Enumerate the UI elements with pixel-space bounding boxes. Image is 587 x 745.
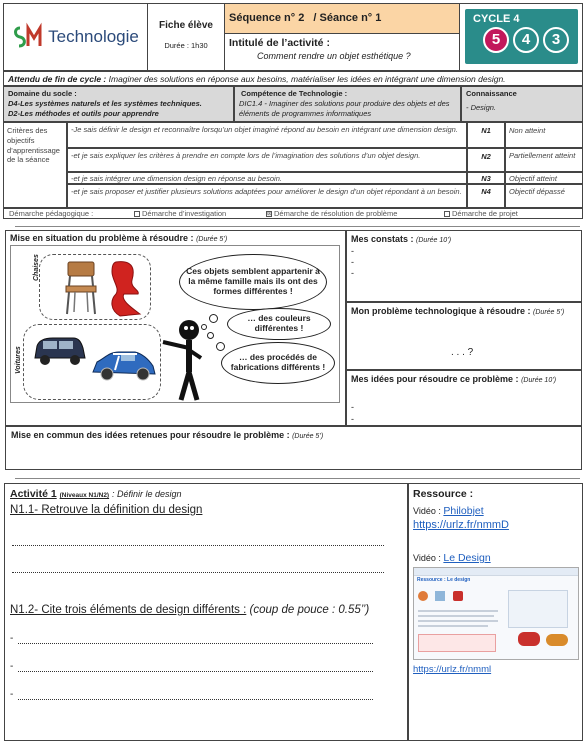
expected-text: Imaginer des solutions en réponse aux besoins, matérialiser les idées en intégrant une dimension design. <box>108 74 506 84</box>
answer-line[interactable] <box>18 671 373 672</box>
cloud-text: … des procédés de fabrications différents ! <box>230 352 326 372</box>
criteria-level <box>467 172 505 184</box>
illustration <box>10 245 340 403</box>
problem-title: Mon problème technologique à résoudre : <box>351 306 531 316</box>
criteria-level <box>467 148 505 172</box>
thought-dot <box>201 324 207 330</box>
criteria-status <box>505 122 583 148</box>
level-code: N4 <box>481 187 491 196</box>
domain-cell <box>3 86 234 122</box>
divider <box>15 478 580 479</box>
status-text: Partiellement atteint <box>509 151 576 160</box>
bullet: - <box>10 661 14 672</box>
knowledge-cell <box>461 86 583 122</box>
findings-box <box>346 230 582 302</box>
level-code: N3 <box>481 174 491 183</box>
shared-box <box>5 426 582 470</box>
knowledge-text: - Design. <box>466 102 497 112</box>
checkbox-icon <box>444 211 450 217</box>
red-design-chair-icon <box>106 260 146 318</box>
video-2 <box>413 552 491 564</box>
cycle-panel <box>465 9 578 64</box>
activity-heading <box>10 488 182 500</box>
approach-row <box>3 208 583 219</box>
activity-title: Activité 1 <box>10 488 57 500</box>
duration: Durée : 1h30 <box>164 41 208 50</box>
activity-question: Comment rendre un objet esthétique ? <box>257 51 411 61</box>
ideas-title: Mes idées pour résoudre ce problème : <box>351 374 519 384</box>
question-2-hint: (coup de pouce : 0.55’’) <box>249 604 370 616</box>
criteria-text: -et je sais intégrer une dimension design en réponse au besoin. <box>71 174 282 183</box>
resource-thumbnail <box>413 567 579 660</box>
logo-text: Technologie <box>48 27 139 46</box>
video-2-label: Vidéo : <box>413 553 441 563</box>
level-code: N1 <box>481 126 491 135</box>
activity-label: Intitulé de l’activité : <box>229 37 330 49</box>
answer-line[interactable] <box>12 572 384 573</box>
divider <box>15 226 580 227</box>
approach-investigation <box>134 209 226 219</box>
competence-text: DIC1.4 - Imaginer des solutions pour produire des objets et des éléments de programmes informatiques <box>239 98 450 118</box>
sequence-number: Séquence n° 2 <box>229 12 305 24</box>
knowledge-label: Connaissance <box>466 89 517 98</box>
problem-duration: (Durée 5’) <box>533 309 565 316</box>
ideas-duration: (Durée 10’) <box>521 377 557 384</box>
competence-cell <box>234 86 461 122</box>
criteria-text: -et je sais proposer et justifier plusieurs solutions adaptées pour améliorer le design d’un objet répondant à un besoin. <box>71 187 462 196</box>
question-1: N1.1- Retrouve la définition du design <box>10 504 203 516</box>
status-text: Non atteint <box>509 126 546 135</box>
cycle-box <box>461 4 582 70</box>
expected-row <box>3 71 583 86</box>
status-text: Objectif dépassé <box>509 187 565 196</box>
situation-title-text: Mise en situation du problème à résoudre : <box>10 233 194 243</box>
cars-label: Voitures <box>15 346 22 374</box>
answer-line[interactable] <box>18 643 373 644</box>
competence-label: Compétence de Technologie : <box>241 89 348 98</box>
video-1 <box>413 505 484 517</box>
cycle-level-3: 3 <box>543 27 569 53</box>
criteria-text: -et je sais expliquer les critères à prendre en compte lors de l’imagination des solutions d’un objet design. <box>71 151 421 160</box>
ideas-line: - <box>351 414 354 424</box>
bullet: - <box>10 633 14 644</box>
shared-duration: (Durée 5’) <box>292 433 324 440</box>
approach-option-label: Démarche de résolution de problème <box>274 209 398 218</box>
criteria-text: -Je sais définir le design et reconnaître lorsqu’un objet imaginé répond au besoin en intégrant une dimension design. <box>71 125 458 134</box>
sheet-title: Fiche élève <box>159 20 213 31</box>
minivan-icon <box>31 334 87 368</box>
chairs-label: Chaises <box>33 254 40 281</box>
expected-label: Attendu de fin de cycle : <box>8 74 107 84</box>
findings-title: Mes constats : <box>351 234 414 244</box>
criteria-level <box>467 122 505 148</box>
findings-line: - <box>351 257 354 267</box>
approach-label: Démarche pédagogique : <box>9 209 94 218</box>
cycle-level-5: 5 <box>483 27 509 53</box>
session-number: / Séance n° 1 <box>313 12 382 24</box>
situation-duration: (Durée 5’) <box>196 236 228 243</box>
ideas-box <box>346 370 582 426</box>
resource-title: Ressource : <box>413 488 474 500</box>
thumb-title: Ressource : Le design <box>417 577 471 583</box>
criteria-row <box>67 122 467 148</box>
cloud-text: Ces objets semblent appartenir à la même famille mais ils ont des formes différentes ! <box>186 266 320 296</box>
cloud-text: … des couleurs différentes ! <box>247 313 311 333</box>
criteria-row <box>67 184 467 208</box>
video-2-link[interactable]: Le Design <box>443 552 491 564</box>
question-2-text: N1.2- Cite trois éléments de design différents : <box>10 604 247 616</box>
thought-cloud-processes <box>221 342 335 384</box>
approach-project <box>444 209 518 219</box>
sheet-box <box>148 4 225 70</box>
thumb-content <box>418 588 574 654</box>
logo-icon <box>12 20 46 54</box>
thought-cloud-shapes <box>179 254 327 310</box>
video-2-url[interactable]: https://urlz.fr/nmml <box>413 664 492 675</box>
thought-dot <box>216 342 225 351</box>
approach-problem-solving <box>266 209 397 219</box>
cycle-label: CYCLE 4 <box>473 13 520 25</box>
domain-d4: D4-Les systèmes naturels et les systèmes techniques. <box>8 99 202 109</box>
findings-line: - <box>351 246 354 256</box>
problem-box <box>346 302 582 370</box>
cycle-level-4: 4 <box>513 27 539 53</box>
criteria-status <box>505 148 583 172</box>
criteria-row <box>67 148 467 172</box>
activity-subtitle: : Définir le design <box>112 489 182 499</box>
sequence-box <box>225 4 460 34</box>
criteria-label: Critères des objectifs d’apprentissage de la séance <box>7 126 60 165</box>
criteria-status <box>505 184 583 208</box>
logo <box>4 4 148 70</box>
checked-box-icon: ⊠ <box>267 211 273 218</box>
criteria-label-cell <box>3 122 67 208</box>
thinking-figure-icon <box>161 318 211 402</box>
criteria-level <box>467 184 505 208</box>
answer-line[interactable] <box>12 545 384 546</box>
thought-dot <box>207 332 214 339</box>
question-2 <box>10 604 369 616</box>
thought-cloud-colors <box>227 308 331 340</box>
domain-label: Domaine du socle : <box>8 89 77 98</box>
checkbox-icon <box>134 211 140 217</box>
ideas-line: - <box>351 402 354 412</box>
criteria-row <box>67 172 467 184</box>
criteria-status <box>505 172 583 184</box>
sports-car-icon <box>91 344 157 386</box>
video-1-label: Vidéo : <box>413 506 441 516</box>
situation-title <box>10 233 227 243</box>
approach-option-label: Démarche de projet <box>452 209 518 218</box>
video-1-url[interactable]: https://urlz.fr/nmmD <box>413 519 509 531</box>
wooden-chair-icon <box>61 260 101 316</box>
activity-box <box>225 34 460 70</box>
answer-line[interactable] <box>18 699 373 700</box>
findings-duration: (Durée 10’) <box>416 237 452 244</box>
level-code: N2 <box>481 152 491 161</box>
activity-levels: (Niveaux N1/N2) <box>59 492 110 499</box>
bullet: - <box>10 689 14 700</box>
approach-option-label: Démarche d’investigation <box>142 209 227 218</box>
shared-title: Mise en commun des idées retenues pour résoudre le problème : <box>11 430 290 440</box>
domain-d2: D2-Les méthodes et outils pour apprendre <box>8 109 159 119</box>
findings-line: - <box>351 268 354 278</box>
video-1-link[interactable]: Philobjet <box>443 505 484 517</box>
status-text: Objectif atteint <box>509 174 557 183</box>
problem-placeholder: . . . ? <box>451 347 474 358</box>
thought-dot <box>209 314 218 323</box>
